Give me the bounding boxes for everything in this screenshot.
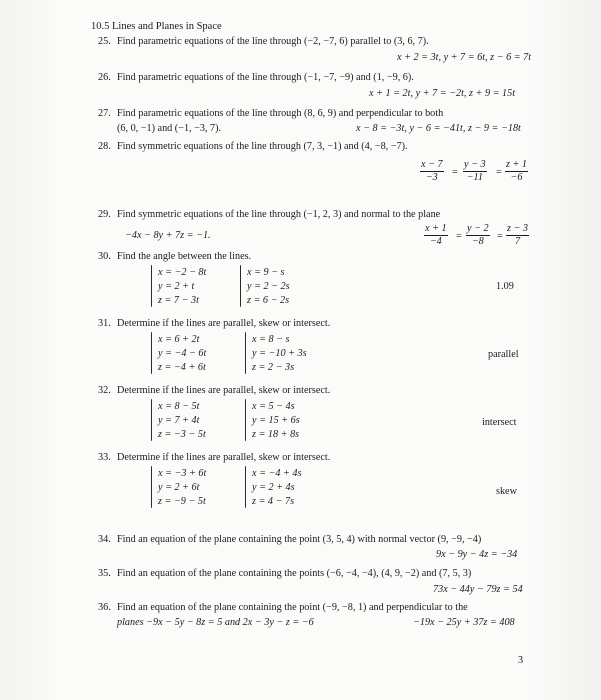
equals-sign: = — [456, 231, 462, 242]
problem-27-number: 27. — [98, 108, 111, 119]
equation: x = −2 − 8t — [158, 267, 207, 278]
problem-36-text: Find an equation of the plane containing the point (−9, −8, 1) and perpendicular to the — [117, 602, 468, 613]
left-brace — [245, 332, 246, 374]
problem-31-line-1 — [158, 333, 206, 375]
denominator: −8 — [471, 236, 484, 248]
left-brace — [240, 265, 241, 307]
problem-30-answer: 1.09 — [496, 281, 514, 292]
numerator: z + 1 — [505, 160, 528, 172]
problem-30-text: Find the angle between the lines. — [117, 251, 252, 262]
problem-33-text: Determine if the lines are parallel, skew or intersect. — [117, 452, 331, 463]
problem-35-number: 35. — [98, 568, 111, 579]
equation: x = 6 + 2t — [158, 334, 200, 345]
problem-33-line-1 — [158, 467, 206, 509]
equation: y = 15 + 6s — [252, 415, 300, 426]
problem-29-answer-fraction-z — [506, 224, 529, 247]
problem-28-answer-fraction-z — [505, 160, 528, 183]
problem-29-answer-fraction-y — [466, 224, 490, 247]
equation: x = 5 − 4s — [252, 401, 295, 412]
problem-25-text: Find parametric equations of the line through (−2, −7, 6) parallel to (3, 6, 7). — [117, 36, 429, 47]
left-brace — [151, 399, 152, 441]
equation: y = 7 + 4t — [158, 415, 200, 426]
problem-29-text: Find symmetric equations of the line through (−1, 2, 3) and normal to the plane — [117, 209, 441, 220]
problem-35-answer: 73x − 44y − 79z = 54 — [433, 584, 523, 595]
problem-28-answer-fraction-y — [463, 160, 487, 183]
equation: x = −4 + 4s — [252, 468, 302, 479]
left-brace — [245, 466, 246, 508]
problem-36-answer: −19x − 25y + 37z = 408 — [413, 617, 515, 628]
denominator: −3 — [425, 172, 438, 184]
problem-34-answer: 9x − 9y − 4z = −34 — [436, 549, 518, 560]
left-brace — [151, 332, 152, 374]
problem-33-answer: skew — [496, 486, 517, 497]
equation: z = −3 − 5t — [158, 429, 206, 440]
problem-26-number: 26. — [98, 72, 111, 83]
equation: y = −4 − 6t — [158, 348, 207, 359]
equation: y = 2 + 4s — [252, 482, 295, 493]
equation: y = 2 + t — [158, 281, 195, 292]
problem-27-text: Find parametric equations of the line through (8, 6, 9) and perpendicular to both — [117, 108, 444, 119]
denominator: −11 — [466, 172, 483, 184]
problem-35-text: Find an equation of the plane containing the points (−6, −4, −4), (4, 9, −2) and (7, 5, 3) — [117, 568, 472, 579]
problem-25-answer: x + 2 = 3t, y + 7 = 6t, z − 6 = 7t — [397, 52, 532, 63]
problem-29-answer-fraction-x — [424, 224, 448, 247]
numerator: z − 3 — [506, 224, 529, 236]
equation: y = 2 − 2s — [247, 281, 290, 292]
equation: y = 2 + 6t — [158, 482, 200, 493]
equation: z = 7 − 3t — [158, 295, 199, 306]
problem-29-plane: −4x − 8y + 7z = −1. — [125, 230, 211, 241]
problem-28-text: Find symmetric equations of the line through (7, 3, −1) and (4, −8, −7). — [117, 141, 408, 152]
problem-31-text: Determine if the lines are parallel, skew or intersect. — [117, 318, 331, 329]
problem-36-number: 36. — [98, 602, 111, 613]
problem-28-number: 28. — [98, 141, 111, 152]
equation: y = −10 + 3s — [252, 348, 307, 359]
denominator: −4 — [429, 236, 442, 248]
problem-27-text-continued: (6, 0, −1) and (−1, −3, 7). — [117, 123, 222, 134]
problem-31-answer: parallel — [488, 349, 519, 360]
problem-26-answer: x + 1 = 2t, y + 7 = −2t, z + 9 = 15t — [369, 88, 516, 99]
problem-32-line-2 — [252, 400, 300, 442]
problem-26-text: Find parametric equations of the line through (−1, −7, −9) and (1, −9, 6). — [117, 72, 414, 83]
problem-30-number: 30. — [98, 251, 111, 262]
numerator: y − 3 — [463, 160, 487, 172]
denominator: −6 — [510, 172, 523, 184]
numerator: x − 7 — [420, 160, 444, 172]
equation: z = 6 − 2s — [247, 295, 290, 306]
equation: x = −3 + 6t — [158, 468, 207, 479]
problem-30-line-1 — [158, 266, 206, 308]
left-brace — [151, 265, 152, 307]
problem-33-number: 33. — [98, 452, 111, 463]
problem-32-line-1 — [158, 400, 206, 442]
equation: x = 8 − 5t — [158, 401, 200, 412]
section-title: 10.5 Lines and Planes in Space — [91, 21, 222, 32]
left-brace — [245, 399, 246, 441]
left-brace — [151, 466, 152, 508]
problem-29-number: 29. — [98, 209, 111, 220]
equation: x = 9 − s — [247, 267, 285, 278]
problem-27-answer: x − 8 = −3t, y − 6 = −41t, z − 9 = −18t — [356, 123, 521, 134]
equation: x = 8 − s — [252, 334, 290, 345]
equals-sign: = — [452, 167, 458, 178]
problem-33-line-2 — [252, 467, 302, 509]
numerator: y − 2 — [466, 224, 490, 236]
denominator: 7 — [514, 236, 521, 248]
problem-25-number: 25. — [98, 36, 111, 47]
problem-32-number: 32. — [98, 385, 111, 396]
problem-32-text: Determine if the lines are parallel, skew or intersect. — [117, 385, 331, 396]
problem-32-answer: intersect — [482, 417, 517, 428]
equation: z = 2 − 3s — [252, 362, 295, 373]
problem-34-text: Find an equation of the plane containing the point (3, 5, 4) with normal vector (9, −9, −4) — [117, 534, 482, 545]
equation: z = 18 + 8s — [252, 429, 300, 440]
equation: z = 4 − 7s — [252, 496, 295, 507]
equals-sign: = — [497, 231, 503, 242]
problem-36-planes: planes −9x − 5y − 8z = 5 and 2x − 3y − z = −6 — [117, 617, 314, 628]
numerator: x + 1 — [424, 224, 448, 236]
equation: z = −4 + 6t — [158, 362, 206, 373]
equation: z = −9 − 5t — [158, 496, 206, 507]
problem-30-line-2 — [247, 266, 290, 308]
problem-31-line-2 — [252, 333, 307, 375]
problem-31-number: 31. — [98, 318, 111, 329]
problem-34-number: 34. — [98, 534, 111, 545]
equals-sign: = — [496, 167, 502, 178]
page-number: 3 — [518, 655, 524, 666]
problem-28-answer-fraction-x — [420, 160, 444, 183]
